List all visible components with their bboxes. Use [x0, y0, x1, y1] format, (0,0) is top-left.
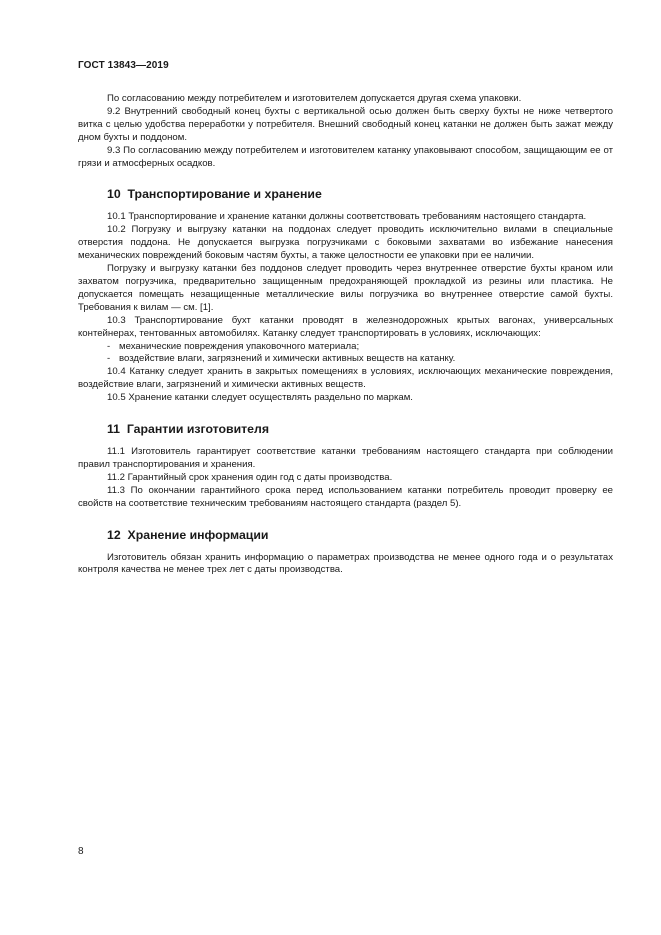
list-item	[78, 341, 613, 354]
list-item-text: механические повреждения упаковочного материала;	[119, 340, 360, 352]
paragraph-10-3: 10.3 Транспортирование бухт катанки проводят в железнодорожных крытых вагонах, универсальных контейнерах, тентованных автомобилях. Катанку следует транспортировать в условиях, исключающих:	[78, 314, 613, 339]
section-11-title: 11 Гарантии изготовителя	[107, 422, 269, 437]
dash-marker: -	[107, 340, 111, 352]
document-body	[78, 93, 613, 577]
paragraph-10-1: 10.1 Транспортирование и хранение катанки должны соответствовать требованиям настоящего стандарта.	[107, 211, 587, 223]
paragraph-11-2: 11.2 Гарантийный срок хранения один год с даты производства.	[107, 471, 393, 483]
section-10-title: 10 Транспортирование и хранение	[107, 187, 322, 202]
paragraph-11-3: 11.3 По окончании гарантийного срока перед использованием катанки потребитель проводит проверку ее свойств на соответствие техническим требованиям настоящего стандарта (раздел 5).	[78, 484, 613, 509]
list-item-text: воздействие влаги, загрязнений и химически активных веществ на катанку.	[119, 353, 456, 365]
paragraph-packaging-agreement: По согласованию между потребителем и изготовителем допускается другая схема упаковки.	[107, 93, 522, 104]
dash-marker: -	[107, 353, 111, 365]
paragraph-9-2: 9.2 Внутренний свободный конец бухты с вертикальной осью должен быть сверху бухты не ниже четвертого витка с целью удобства переработки у потребителя. Внешний свободный конец катанки не должен быть зажат между дном бухты и поддоном.	[78, 105, 613, 143]
standard-header: ГОСТ 13843—2019	[78, 60, 169, 71]
list-item	[78, 353, 613, 366]
page-number: 8	[78, 846, 84, 857]
paragraph-9-3: 9.3 По согласованию между потребителем и изготовителем катанку упаковывают способом, защищающим ее от грязи и атмосферных осадков.	[78, 144, 613, 169]
document-page	[78, 0, 613, 935]
paragraph-10-2: 10.2 Погрузку и выгрузку катанки на поддонах следует проводить исключительно вилами в специальные отверстия поддона. Не допускается выгрузка погрузчиками с боковыми захватами во избежание нанесения механических повреждений боковым частям бухты, а также целостности ее упаковки при ее наличии.	[78, 224, 613, 262]
paragraph-10-2-cont: Погрузку и выгрузку катанки без поддонов следует проводить через внутреннее отверстие бухты краном или захватом погрузчика, предварительно защищенным предохраняющей прокладкой из резины или пластика. Не допускается помещать незащищенные металлические вилы погрузчика во внутреннее отверстие самой бухты. Требования к вилам — см. [1].	[78, 263, 613, 313]
section-12-title: 12 Хранение информации	[107, 527, 269, 542]
paragraph-10-4: 10.4 Катанку следует хранить в закрытых помещениях в условиях, исключающих механические повреждения, воздействие влаги, загрязнений и химически активных веществ.	[78, 366, 613, 391]
paragraph-11-1: 11.1 Изготовитель гарантирует соответствие катанки требованиям настоящего стандарта при соблюдении правил транспортирования и хранения.	[78, 446, 613, 470]
paragraph-12: Изготовитель обязан хранить информацию о параметрах производства не менее одного года и о результатах контроля качества не менее трех лет с даты производства.	[78, 551, 613, 576]
paragraph-10-5: 10.5 Хранение катанки следует осуществлять раздельно по маркам.	[107, 392, 413, 404]
